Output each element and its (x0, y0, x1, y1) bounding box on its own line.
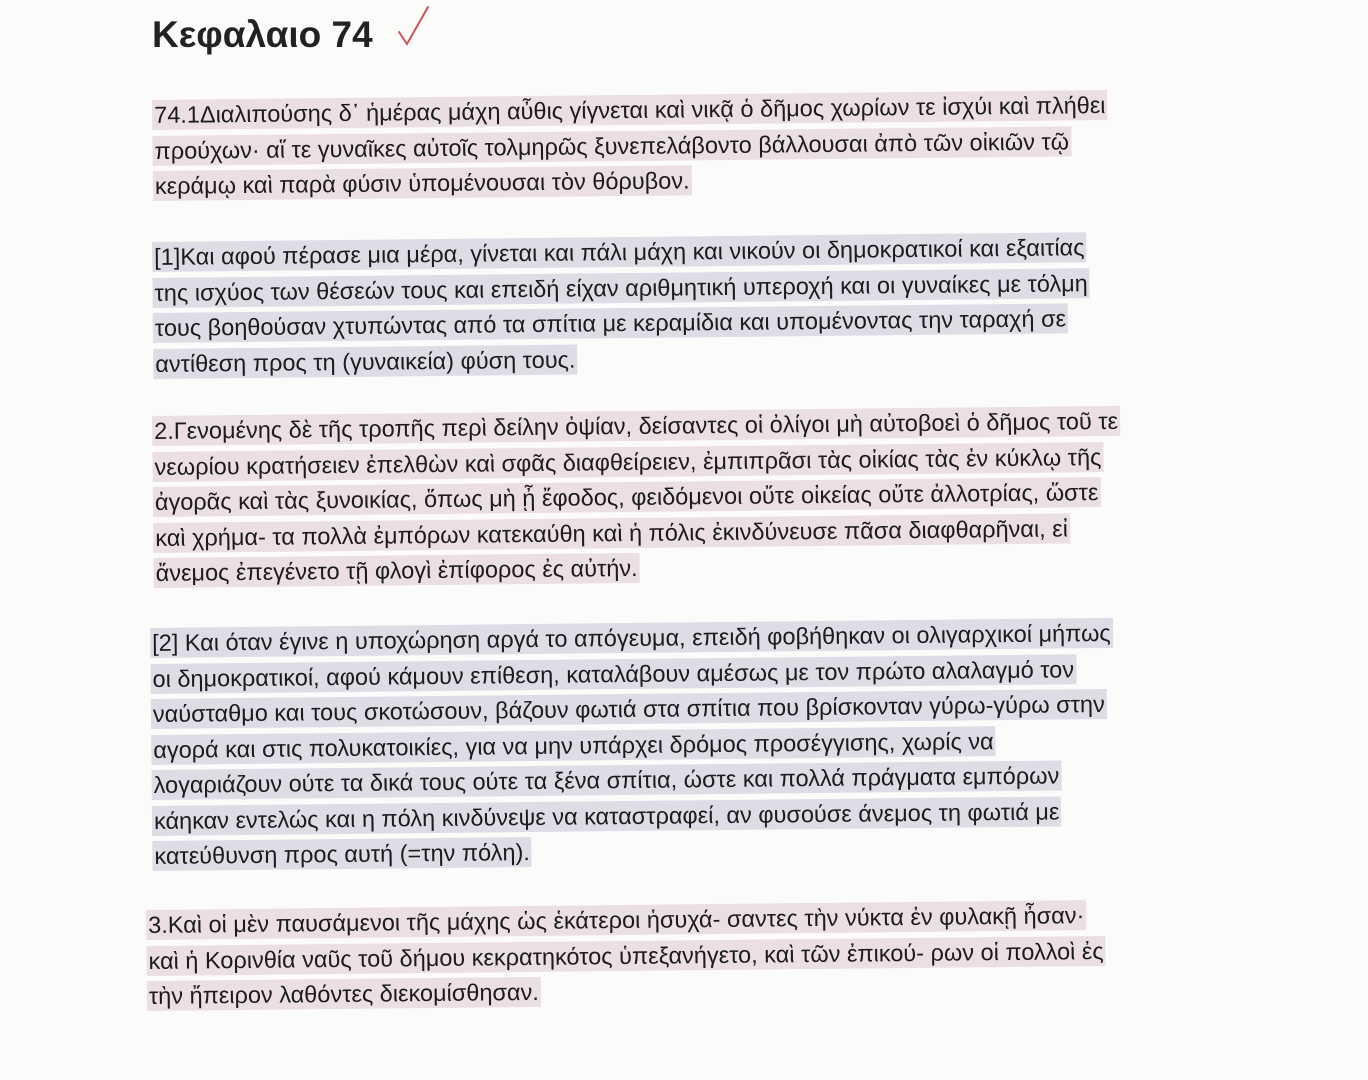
highlighted-text: προύχων· αἵ τε γυναῖκες αὐτοῖς τολμηρῶς ξυνεπελάβοντο βάλλουσαι ἀπὸ τῶν οἰκιῶν τῷ (152, 126, 1071, 166)
translation-paragraph (152, 230, 1091, 382)
highlighted-text: τὴν ἤπειρον λαθόντες διεκομίσθησαν. (147, 977, 541, 1011)
highlighted-text: ἀγορᾶς καὶ τὰς ξυνοικίας, ὅπως μὴ ᾖ ἔφοδος, φειδόμενοι οὔτε οἰκείας οὔτε ἀλλοτρίας, ὥστε (153, 477, 1101, 517)
highlighted-text: κατεύθυνση προς αυτή (=την πόλη). (152, 837, 532, 871)
highlighted-text: [1]Και αφού πέρασε μια μέρα, γίνεται και πάλι μάχη και νικούν οι δημοκρατικοί και εξαιτίας (152, 232, 1087, 272)
translation-paragraph (150, 616, 1115, 875)
highlighted-text: τους βοηθούσαν χτυπώντας από τα σπίτια με κεραμίδια και υπομένοντας την ταραχή σε (153, 303, 1068, 343)
highlighted-text: καὶ χρήμα- τα πολλὰ ἐμπόρων κατεκαύθη καὶ ἡ πόλις ἐκινδύνευσε πᾶσα διαφθαρῆναι, εἰ (153, 513, 1070, 553)
highlighted-text: ναύσταθμο και τους σκοτώσουν, βάζουν φωτιά στα σπίτια που βρίσκονταν γύρω-γύρω στην (151, 689, 1107, 729)
highlighted-text: καὶ ἡ Κορινθία ναῦς τοῦ δήμου κεκρατηκότος ὑπεξανήγετο, καὶ τῶν ἐπικού- ρων οἱ πολλοὶ ἐς (146, 935, 1105, 975)
highlighted-text: [2] Και όταν έγινε η υποχώρηση αργά το απόγευμα, επειδή φοβήθηκαν οι ολιγαρχικοί μήπως (150, 618, 1113, 658)
ancient-text-paragraph (146, 898, 1106, 1015)
chapter-title: Κεφαλαιο 74 (152, 14, 373, 55)
highlighted-text: ἄνεμος ἐπεγένετο τῇ φλογὶ ἐπίφορος ἐς αὐτήν. (154, 553, 640, 588)
highlighted-text: κάηκαν εντελώς και η πόλη κινδύνεψε να καταστραφεί, αν φυσούσε άνεμος τη φωτιά με (152, 796, 1062, 836)
highlighted-text: 2.Γενομένης δὲ τῆς τροπῆς περὶ δείλην ὀψίαν, δείσαντες οἱ ὀλίγοι μὴ αὐτοβοεὶ ὁ δῆμος τοῦ τε (152, 406, 1120, 446)
highlighted-text: 74.1Διαλιπούσης δ᾽ ἡμέρας μάχη αὖθις γίγνεται καὶ νικᾷ ὁ δῆμος χωρίων τε ἰσχύι καὶ πλήθει (152, 90, 1108, 130)
highlighted-text: οι δημοκρατικοί, αφού κάμουν επίθεση, καταλάβουν αμέσως με τον πρώτο αλαλαγμό τον (150, 654, 1076, 694)
ancient-text-paragraph (152, 88, 1108, 204)
ancient-text-paragraph (152, 404, 1122, 592)
highlighted-text: της ισχύος των θέσεών τους και επειδή είχαν αριθμητική υπεροχή και οι γυναίκες με τόλμη (152, 268, 1090, 308)
highlighted-text: κεράμῳ καὶ παρὰ φύσιν ὑπομένουσαι τὸν θόρυβον. (153, 165, 692, 201)
checkmark-icon (396, 4, 432, 48)
highlighted-text: αγορά και στις πολυκατοικίες, για να μην υπάρχει δρόμος προσέγγισης, χωρίς να (151, 726, 996, 765)
highlighted-text: νεωρίου κρατήσειεν ἐπελθὼν καὶ σφᾶς διαφθείρειεν, ἐμπιπρᾶσι τὰς οἰκίας τὰς ἐν κύκλῳ τῆς (152, 442, 1103, 482)
highlighted-text: λογαριάζουν ούτε τα δικά τους ούτε τα ξένα σπίτια, ώστε και πολλά πράγματα εμπόρων (152, 760, 1062, 800)
highlighted-text: αντίθεση προς τη (γυναικεία) φύση τους. (153, 344, 577, 378)
highlighted-text: 3.Καὶ οἱ μὲν παυσάμενοι τῆς μάχης ὡς ἑκάτεροι ἡσυχά- σαντες τὴν νύκτα ἐν φυλακῇ ἦσαν· (146, 900, 1086, 940)
